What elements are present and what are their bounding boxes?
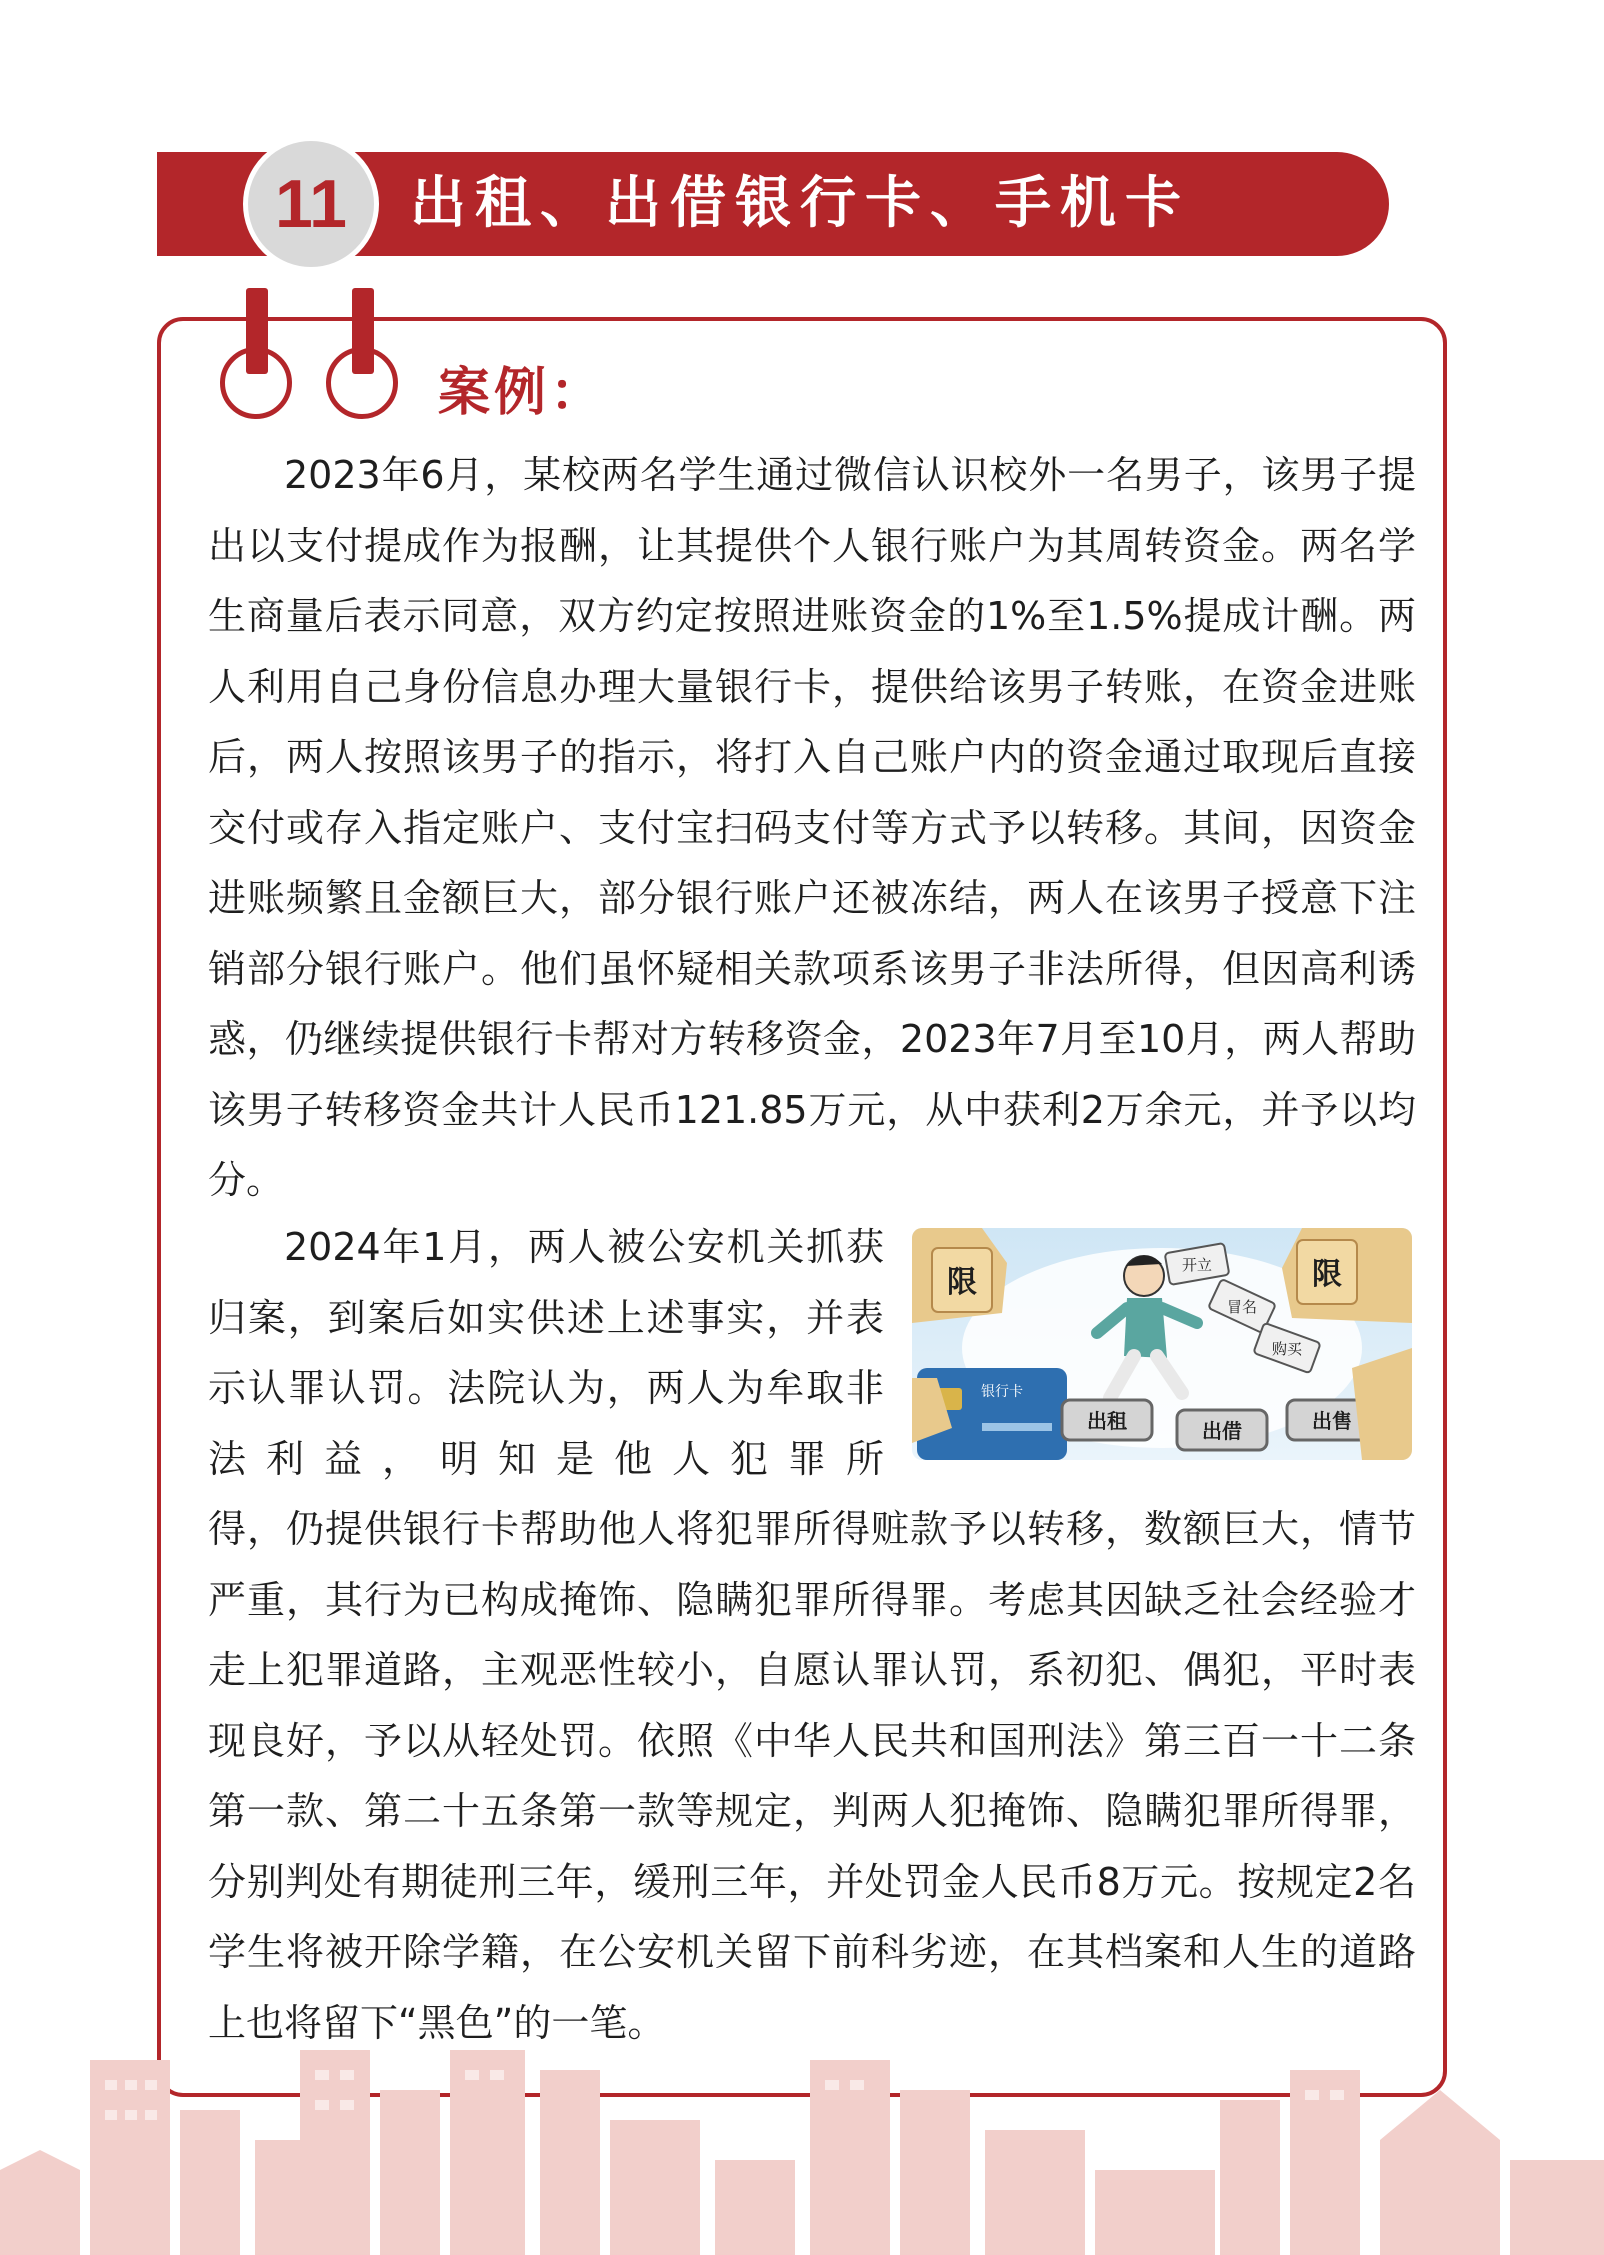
binder-clip-icon xyxy=(352,288,374,374)
right-stamp-hand-icon xyxy=(1282,1228,1412,1323)
svg-text:开立: 开立 xyxy=(1181,1256,1213,1274)
city-skyline-decoration xyxy=(0,2050,1604,2255)
binder-clip-icon xyxy=(246,288,268,374)
svg-text:限: 限 xyxy=(947,1265,977,1300)
svg-text:银行卡: 银行卡 xyxy=(981,1384,1023,1400)
case-heading: 案例： xyxy=(438,363,607,423)
case-paragraph-2-wrapped: 2024年1月，两人被公安机关抓获归案，到案后如实供述上述事实，并表示认罪认罚。法院认为，两人为牟取非法利益，明知是他人犯罪所 xyxy=(208,1225,884,1481)
bank-card-illustration xyxy=(912,1228,1412,1460)
svg-text:出借: 出借 xyxy=(1202,1419,1242,1443)
section-title: 出租、出借银行卡、手机卡 xyxy=(410,171,1190,236)
svg-text:出租: 出租 xyxy=(1087,1409,1127,1433)
case-paragraph-1: 2023年6月，某校两名学生通过微信认识校外一名男子，该男子提出以支付提成作为报酬，让其提供个人银行账户为其周转资金。两名学生商量后表示同意，双方约定按照进账资金的1%至1.5%提成计酬。两人利用自己身份信息办理大量银行卡，提供给该男子转账，在资金进账后，两人按照该男子的指示，将打入自己账户内的资金通过取现后直接交付或存入指定账户、支付宝扫码支付等方式予以转移。其间，因资金进账频繁且金额巨大，部分银行账户还被冻结，两人在该男子授意下注销部分银行账户。他们虽怀疑相关款项系该男子非法所得，但因高利诱惑，仍继续提供银行卡帮对方转移资金，2023年7月至10月，两人帮助该男子转移资金共计人民币121.85万元，从中获利2万余元，并予以均分。 xyxy=(208,453,1416,1202)
svg-text:限: 限 xyxy=(1312,1257,1342,1292)
svg-text:出售: 出售 xyxy=(1312,1409,1352,1433)
case-paragraph-2-continued: 得，仍提供银行卡帮助他人将犯罪所得赃款予以转移，数额巨大，情节严重，其行为已构成掩饰、隐瞒犯罪所得罪。考虑其因缺乏社会经验才走上犯罪道路，主观恶性较小，自愿认罪认罚，系初犯、偶犯，平时表现良好，予以从轻处罚。依照《中华人民共和国刑法》第三百一十二条第一款、第二十五条第一款等规定，判两人犯掩饰、隐瞒犯罪所得罪，分别判处有期徒刑三年，缓刑三年，并处罚金人民币8万元。按规定2名学生将被开除学籍，在公安机关留下前科劣迹，在其档案和人生的道路上也将留下“黑色”的一笔。 xyxy=(208,1507,1416,2045)
svg-text:冒名: 冒名 xyxy=(1226,1298,1258,1316)
section-number-badge: 11 xyxy=(243,136,379,272)
svg-text:购买: 购买 xyxy=(1271,1340,1303,1358)
